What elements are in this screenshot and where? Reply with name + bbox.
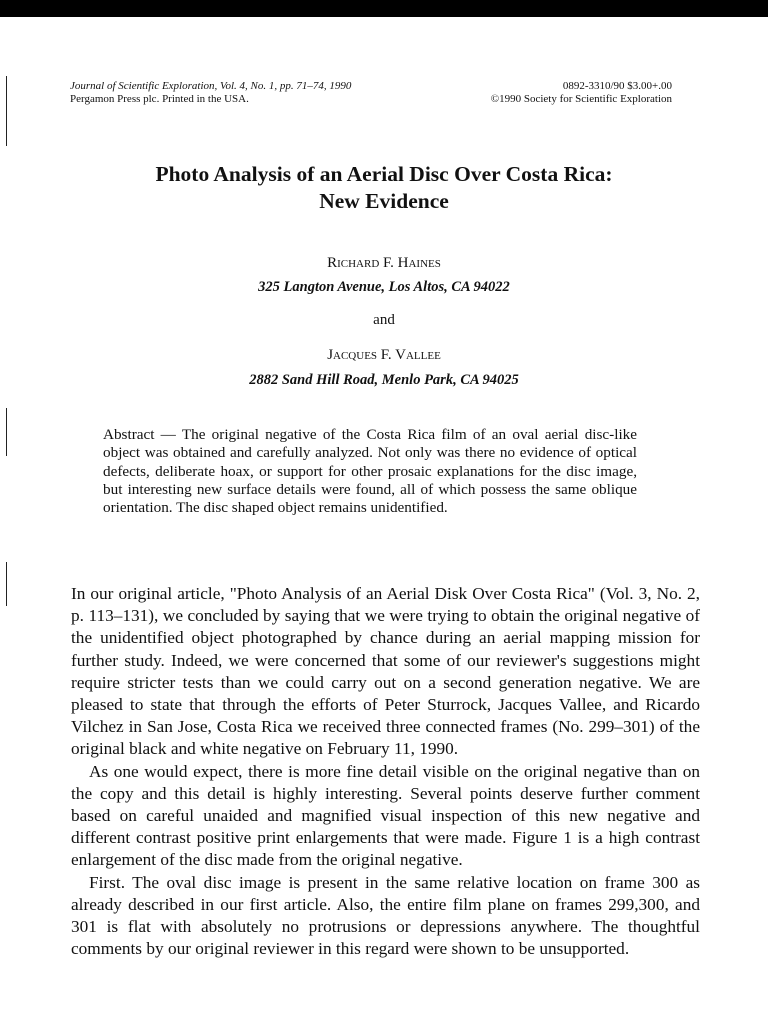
title-line-1: Photo Analysis of an Aerial Disc Over Costa Rica: <box>155 162 613 186</box>
scan-edge-mark <box>6 408 7 456</box>
article-body <box>71 583 700 960</box>
journal-citation: Journal of Scientific Exploration, Vol. 4, No. 1, pp. 71–74, 1990 <box>70 80 352 92</box>
body-paragraph: In our original article, "Photo Analysis of an Aerial Disk Over Costa Rica" (Vol. 3, No. 2, p. 113–131), we concluded by saying that we were trying to obtain the original negative of the unidentified object photographed by chance during an aerial mapping mission for further study. Indeed, we were concerned that some of our reviewer's suggestions might require stricter tests than we could carry out on a second generation negative. We are pleased to state that through the efforts of Peter Sturrock, Jacques Vallee, and Ricardo Vilchez in San Jose, Costa Rica we received three connected frames (No. 299–301) of the original black and white negative on February 11, 1990. <box>71 584 700 759</box>
issn-line: 0892-3310/90 $3.00+.00 <box>562 80 672 92</box>
body-paragraph: First. The oval disc image is present in the same relative location on frame 300 as already described in our first article. Also, the entire film plane on frames 299,300, and 301 is flat with absolutely no protrusions or depressions anywhere. The thoughtful comments by our original reviewer in this regard were shown to be unsupported. <box>71 872 700 959</box>
article-title <box>70 161 698 215</box>
abstract: Abstract — The original negative of the Costa Rica film of an oval aerial disc-like object was obtained and carefully analyzed. Not only was there no evidence of optical defects, deliberate hoax, or support for other prosaic explanations for the disc image, but interesting new surface details were found, all of which possess the same oblique orientation. The disc shaped object remains unidentified. <box>103 426 637 517</box>
scan-edge-mark <box>6 562 7 606</box>
scan-top-border <box>0 0 768 17</box>
author-name-2: Jacques F. Vallee <box>327 347 441 363</box>
title-line-2: New Evidence <box>319 189 449 213</box>
journal-header-left <box>70 80 351 106</box>
author-address-2: 2882 Sand Hill Road, Menlo Park, CA 94025 <box>249 372 519 388</box>
body-paragraph: As one would expect, there is more fine detail visible on the original negative than on the copy and this detail is highly interesting. Several points deserve further comment based on careful unaided and magnified visual inspection of this new negative and different contrast positive print enlargements that were made. Figure 1 is a high contrast enlargement of the disc made from the original negative. <box>71 761 700 870</box>
author-name-1: Richard F. Haines <box>327 255 441 271</box>
author-conjunction: and <box>373 312 395 328</box>
copyright-line: ©1990 Society for Scientific Exploration <box>490 93 672 105</box>
journal-header-right <box>491 80 672 106</box>
scan-edge-mark <box>6 76 7 146</box>
author-address-1: 325 Langton Avenue, Los Altos, CA 94022 <box>258 279 510 295</box>
publisher-line: Pergamon Press plc. Printed in the USA. <box>70 93 249 105</box>
